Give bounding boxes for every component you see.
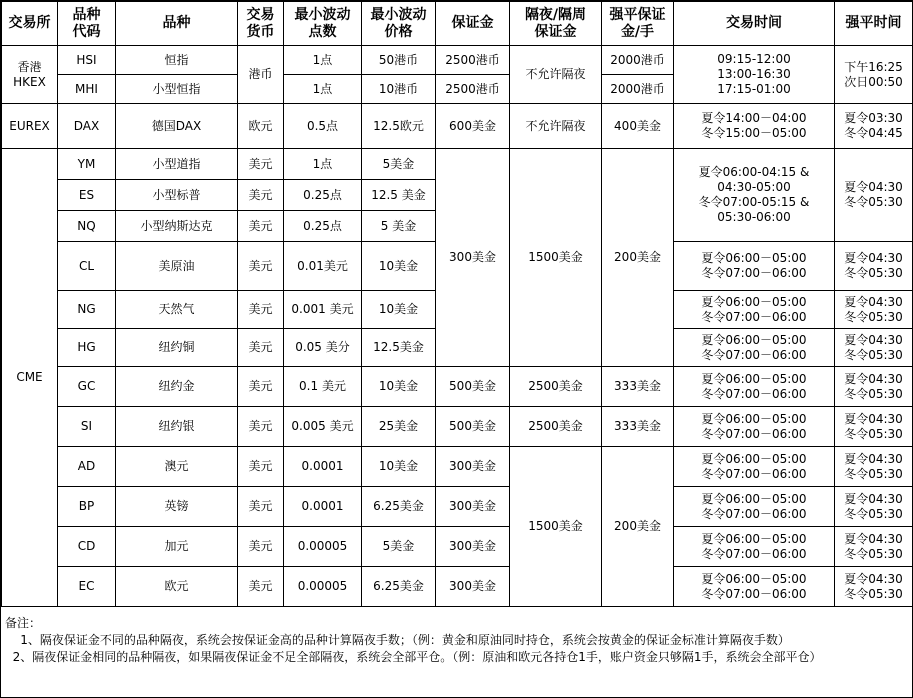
currency-cell: 美元 xyxy=(238,180,284,211)
header-row xyxy=(2,2,913,46)
close-time-cell: 夏令04:30 冬令05:30 xyxy=(835,149,913,242)
table-row xyxy=(2,149,913,180)
code-cell: AD xyxy=(58,447,116,487)
tick-value-cell: 50港币 xyxy=(362,46,436,75)
tick-value-cell: 12.5美金 xyxy=(362,329,436,367)
product-cell: 恒指 xyxy=(116,46,238,75)
code-cell: DAX xyxy=(58,104,116,149)
product-cell: 英镑 xyxy=(116,487,238,527)
product-cell: 加元 xyxy=(116,527,238,567)
notes-title: 备注： xyxy=(5,616,42,630)
currency-cell: 美元 xyxy=(238,567,284,607)
liq-cell: 2000港币 xyxy=(602,46,674,75)
tick-value-cell: 6.25美金 xyxy=(362,487,436,527)
close-time-cell: 夏令04:30 冬令05:30 xyxy=(835,242,913,291)
tick-value-cell: 25美金 xyxy=(362,407,436,447)
product-cell: 欧元 xyxy=(116,567,238,607)
currency-cell: 美元 xyxy=(238,367,284,407)
trading-time-cell: 夏令06:00-04:15 & 04:30-05:00 冬令07:00-05:15 & 05:30-06:00 xyxy=(674,149,835,242)
close-time-cell: 下午16:25 次日00:50 xyxy=(835,46,913,104)
tick-cell: 0.1 美元 xyxy=(284,367,362,407)
code-cell: NG xyxy=(58,291,116,329)
product-cell: 美原油 xyxy=(116,242,238,291)
liq-cell: 333美金 xyxy=(602,407,674,447)
table-row xyxy=(2,567,913,607)
tick-value-cell: 10美金 xyxy=(362,291,436,329)
code-cell: SI xyxy=(58,407,116,447)
header-code: 品种 代码 xyxy=(58,2,116,46)
product-cell: 天然气 xyxy=(116,291,238,329)
product-cell: 小型恒指 xyxy=(116,75,238,104)
product-cell: 小型道指 xyxy=(116,149,238,180)
margin-cell: 500美金 xyxy=(436,367,510,407)
liq-cell: 200美金 xyxy=(602,447,674,607)
currency-cell: 港币 xyxy=(238,46,284,104)
liq-cell: 2000港币 xyxy=(602,75,674,104)
code-cell: CD xyxy=(58,527,116,567)
tick-value-cell: 10美金 xyxy=(362,367,436,407)
table-row xyxy=(2,367,913,407)
overnight-cell: 2500美金 xyxy=(510,367,602,407)
tick-cell: 0.5点 xyxy=(284,104,362,149)
tick-value-cell: 5 美金 xyxy=(362,211,436,242)
header-liquidation-time: 强平时间 xyxy=(835,2,913,46)
tick-cell: 0.01美元 xyxy=(284,242,362,291)
code-cell: GC xyxy=(58,367,116,407)
tick-cell: 0.00005 xyxy=(284,567,362,607)
close-time-cell: 夏令04:30 冬令05:30 xyxy=(835,527,913,567)
header-overnight-margin: 隔夜/隔周 保证金 xyxy=(510,2,602,46)
exchange-eurex: EUREX xyxy=(2,104,58,149)
trading-time-cell: 夏令06:00－05:00 冬令07:00－06:00 xyxy=(674,242,835,291)
tick-value-cell: 5美金 xyxy=(362,527,436,567)
margin-cell: 300美金 xyxy=(436,487,510,527)
code-cell: EC xyxy=(58,567,116,607)
product-cell: 纽约铜 xyxy=(116,329,238,367)
close-time-cell: 夏令03:30 冬令04:45 xyxy=(835,104,913,149)
tick-value-cell: 12.5欧元 xyxy=(362,104,436,149)
table-row xyxy=(2,447,913,487)
close-time-cell: 夏令04:30 冬令05:30 xyxy=(835,487,913,527)
close-time-cell: 夏令04:30 冬令05:30 xyxy=(835,407,913,447)
header-exchange: 交易所 xyxy=(2,2,58,46)
margin-cell: 300美金 xyxy=(436,567,510,607)
tick-cell: 0.25点 xyxy=(284,211,362,242)
product-cell: 纽约银 xyxy=(116,407,238,447)
trading-time-cell: 09:15-12:00 13:00-16:30 17:15-01:00 xyxy=(674,46,835,104)
close-time-cell: 夏令04:30 冬令05:30 xyxy=(835,367,913,407)
code-cell: HG xyxy=(58,329,116,367)
margin-cell: 300美金 xyxy=(436,149,510,367)
margin-cell: 2500港币 xyxy=(436,46,510,75)
code-cell: MHI xyxy=(58,75,116,104)
table-row xyxy=(2,527,913,567)
close-time-cell: 夏令04:30 冬令05:30 xyxy=(835,567,913,607)
margin-cell: 2500港币 xyxy=(436,75,510,104)
tick-cell: 1点 xyxy=(284,46,362,75)
tick-value-cell: 10美金 xyxy=(362,242,436,291)
currency-cell: 美元 xyxy=(238,329,284,367)
product-cell: 小型标普 xyxy=(116,180,238,211)
code-cell: YM xyxy=(58,149,116,180)
tick-cell: 1点 xyxy=(284,75,362,104)
liq-cell: 333美金 xyxy=(602,367,674,407)
margin-cell: 300美金 xyxy=(436,527,510,567)
overnight-cell: 不允许隔夜 xyxy=(510,46,602,104)
exchange-hkex: 香港 HKEX xyxy=(2,46,58,104)
header-currency: 交易 货币 xyxy=(238,2,284,46)
trading-time-cell: 夏令06:00－05:00 冬令07:00－06:00 xyxy=(674,367,835,407)
currency-cell: 美元 xyxy=(238,149,284,180)
table-row xyxy=(2,46,913,75)
futures-spec-table xyxy=(1,1,913,607)
tick-cell: 0.0001 xyxy=(284,447,362,487)
margin-cell: 300美金 xyxy=(436,447,510,487)
close-time-cell: 夏令04:30 冬令05:30 xyxy=(835,291,913,329)
note-item-2: 2、隔夜保证金相同的品种隔夜，如果隔夜保证金不足全部隔夜，系统会全部平仓。（例：原油和欧元各持仓1手，账户资金只够隔1手，系统会全部平仓） xyxy=(5,650,822,664)
tick-cell: 0.0001 xyxy=(284,487,362,527)
liq-cell: 400美金 xyxy=(602,104,674,149)
table-row xyxy=(2,407,913,447)
product-cell: 小型纳斯达克 xyxy=(116,211,238,242)
tick-cell: 0.005 美元 xyxy=(284,407,362,447)
trading-time-cell: 夏令06:00－05:00 冬令07:00－06:00 xyxy=(674,447,835,487)
currency-cell: 美元 xyxy=(238,211,284,242)
currency-cell: 美元 xyxy=(238,242,284,291)
tick-value-cell: 5美金 xyxy=(362,149,436,180)
tick-value-cell: 10美金 xyxy=(362,447,436,487)
exchange-cme: CME xyxy=(2,149,58,607)
margin-cell: 500美金 xyxy=(436,407,510,447)
trading-time-cell: 夏令14:00－04:00 冬令15:00－05:00 xyxy=(674,104,835,149)
header-trading-time: 交易时间 xyxy=(674,2,835,46)
header-tick-value: 最小波动 价格 xyxy=(362,2,436,46)
currency-cell: 欧元 xyxy=(238,104,284,149)
product-cell: 澳元 xyxy=(116,447,238,487)
trading-time-cell: 夏令06:00－05:00 冬令07:00－06:00 xyxy=(674,527,835,567)
tick-cell: 0.25点 xyxy=(284,180,362,211)
header-liquidation-margin: 强平保证 金/手 xyxy=(602,2,674,46)
tick-cell: 0.05 美分 xyxy=(284,329,362,367)
margin-cell: 600美金 xyxy=(436,104,510,149)
trading-time-cell: 夏令06:00－05:00 冬令07:00－06:00 xyxy=(674,291,835,329)
currency-cell: 美元 xyxy=(238,487,284,527)
header-product: 品种 xyxy=(116,2,238,46)
currency-cell: 美元 xyxy=(238,291,284,329)
tick-cell: 1点 xyxy=(284,149,362,180)
code-cell: NQ xyxy=(58,211,116,242)
tick-value-cell: 10港币 xyxy=(362,75,436,104)
code-cell: BP xyxy=(58,487,116,527)
header-margin: 保证金 xyxy=(436,2,510,46)
currency-cell: 美元 xyxy=(238,447,284,487)
code-cell: ES xyxy=(58,180,116,211)
tick-value-cell: 6.25美金 xyxy=(362,567,436,607)
table-row xyxy=(2,104,913,149)
trading-time-cell: 夏令06:00－05:00 冬令07:00－06:00 xyxy=(674,407,835,447)
product-cell: 纽约金 xyxy=(116,367,238,407)
close-time-cell: 夏令04:30 冬令05:30 xyxy=(835,329,913,367)
currency-cell: 美元 xyxy=(238,527,284,567)
overnight-cell: 2500美金 xyxy=(510,407,602,447)
overnight-cell: 1500美金 xyxy=(510,149,602,367)
close-time-cell: 夏令04:30 冬令05:30 xyxy=(835,447,913,487)
overnight-cell: 1500美金 xyxy=(510,447,602,607)
overnight-cell: 不允许隔夜 xyxy=(510,104,602,149)
product-cell: 德国DAX xyxy=(116,104,238,149)
liq-cell: 200美金 xyxy=(602,149,674,367)
tick-cell: 0.00005 xyxy=(284,527,362,567)
currency-cell: 美元 xyxy=(238,407,284,447)
notes-section xyxy=(1,607,913,666)
tick-cell: 0.001 美元 xyxy=(284,291,362,329)
header-min-tick: 最小波动 点数 xyxy=(284,2,362,46)
trading-time-cell: 夏令06:00－05:00 冬令07:00－06:00 xyxy=(674,329,835,367)
trading-time-cell: 夏令06:00－05:00 冬令07:00－06:00 xyxy=(674,487,835,527)
note-item-1: 1、隔夜保证金不同的品种隔夜，系统会按保证金高的品种计算隔夜手数；（例：黄金和原油同时持仓，系统会按黄金的保证金标准计算隔夜手数） xyxy=(5,633,790,647)
code-cell: CL xyxy=(58,242,116,291)
code-cell: HSI xyxy=(58,46,116,75)
table-row xyxy=(2,487,913,527)
trading-time-cell: 夏令06:00－05:00 冬令07:00－06:00 xyxy=(674,567,835,607)
tick-value-cell: 12.5 美金 xyxy=(362,180,436,211)
